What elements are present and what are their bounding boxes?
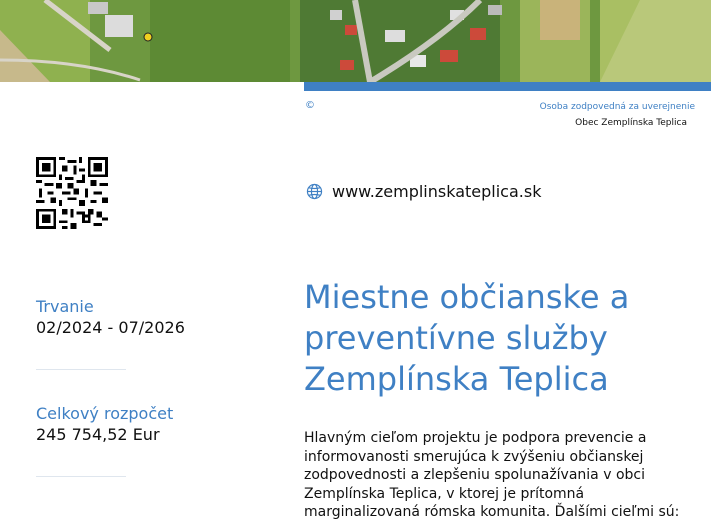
responsible-person-label: Osoba zodpovedná za uverejnenie [539,102,695,112]
budget-label: Celkový rozpočet [36,404,174,423]
duration-value: 02/2024 - 07/2026 [36,318,185,337]
divider [36,476,126,477]
globe-icon [306,183,323,200]
qr-code[interactable] [36,157,108,229]
website-url[interactable]: www.zemplinskateplica.sk [332,182,542,201]
duration-label: Trvanie [36,297,94,316]
copyright-symbol: © [305,100,315,111]
budget-value: 245 754,52 Eur [36,425,160,444]
project-description: Hlavným cieľom projektu je podpora prevencie a informovanosti smerujúca k zvýšeniu občianskej zodpovednosti a zlepšeniu spolunažívania v obci Zemplínska Teplica, v ktorej je prítomná marginalizovaná rómska komunita. Ďalšími cieľmi sú: [304,430,680,520]
website-link[interactable] [306,182,541,201]
project-title: Miestne občianske a preventívne služby Zemplínska Teplica [304,278,630,398]
responsible-person-value: Obec Zemplínska Teplica [575,118,687,128]
accent-strip [304,82,711,91]
divider [36,369,126,370]
aerial-photo [0,0,711,82]
